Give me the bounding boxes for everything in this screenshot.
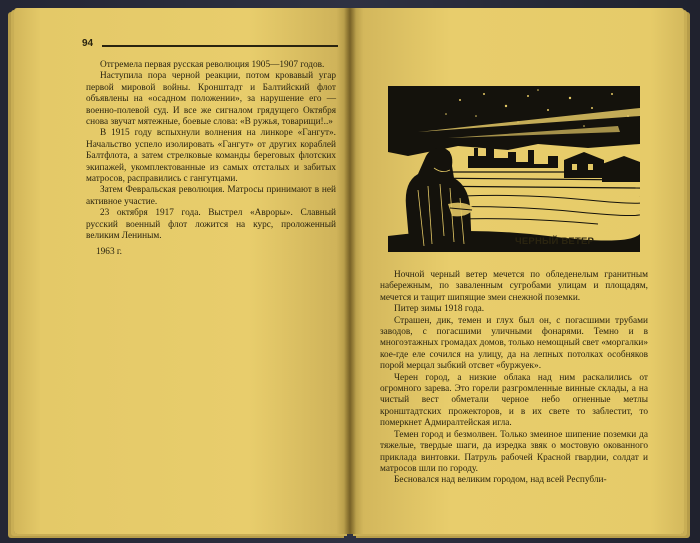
paragraph: Наступила пора черной реакции, потом кровавый угар первой мировой войны. Кронштадт и Балтийский флот объявлены на «осадном положении», за нарушение его — военно-полевой суд. И все же сигналом грядущего Октября снова звучат мятежные, боевые слова: «В ружья, товарищи!..» xyxy=(86,71,336,128)
paragraph: Затем Февральская революция. Матросы принимают в ней активное участие. xyxy=(86,185,336,207)
left-page xyxy=(14,8,350,534)
paragraph: Черен город, а низкие облака над ним раскалились от огромного зарева. Это горели разгромленные винные склады, а на чистый вест обметали черное небо огненные метлы кронштадтских прожекторов, и в их свете то заблестит, то померкнет Адмиралтейская игла. xyxy=(380,372,648,429)
story-title: ЧЕРНЫЙ ВЕТЕР xyxy=(515,236,595,247)
woodcut-illustration xyxy=(388,86,640,252)
left-page-text xyxy=(86,60,336,258)
paragraph: В 1915 году вспыхнули волнения на линкоре «Гангут». Начальство успело изолировать «Гангут» от других кораблей Балтфлота, а затем стрелковые команды береговых флотских экипажей, укомплектованные из самых отсталых и забитых матросов, расправились с гангутцами. xyxy=(86,128,336,185)
paragraph: 23 октября 1917 года. Выстрел «Авроры». Славный русский военный флот ложится на курс, проложенный великим Лениным. xyxy=(86,208,336,242)
paragraph: Темен город и безмолвен. Только змеиное шипение поземки да тяжелые, твердые шаги, да изредка звяк о мостовую окованного приклада винтовки. Патруль рабочей Красной гвардии, солдат и матросов шли по городу. xyxy=(380,429,648,474)
page-number: 94 xyxy=(82,38,94,49)
right-page-text xyxy=(380,270,648,487)
paragraph: Бесновался над великим городом, над всей Республи- xyxy=(394,475,607,486)
header-rule xyxy=(102,45,338,47)
paragraph: Ночной черный ветер мечется по обледенелым гранитным набережным, по заваленным сугробами улицам и площадям, мечется и тащит шипящие змеи снежной поземки. xyxy=(380,270,648,303)
book-gutter xyxy=(344,8,356,534)
paragraph: Отгремела первая русская революция 1905—1907 годов. xyxy=(100,60,325,70)
right-page xyxy=(350,8,684,534)
paragraph: Питер зимы 1918 года. xyxy=(394,304,485,315)
open-book xyxy=(10,8,692,538)
paragraph: Страшен, дик, темен и глух был он, с погасшими трубами заводов, с погасшими уличными фонарями. Темно и в многоэтажных громадах домов, только немощный свет «моргалки» кое-где еле сочился на улицу, да на лепных потолках особняков порой мерцал зыбкий отсвет «буржуек». xyxy=(380,315,648,372)
date-signature: 1963 г. xyxy=(96,246,123,257)
